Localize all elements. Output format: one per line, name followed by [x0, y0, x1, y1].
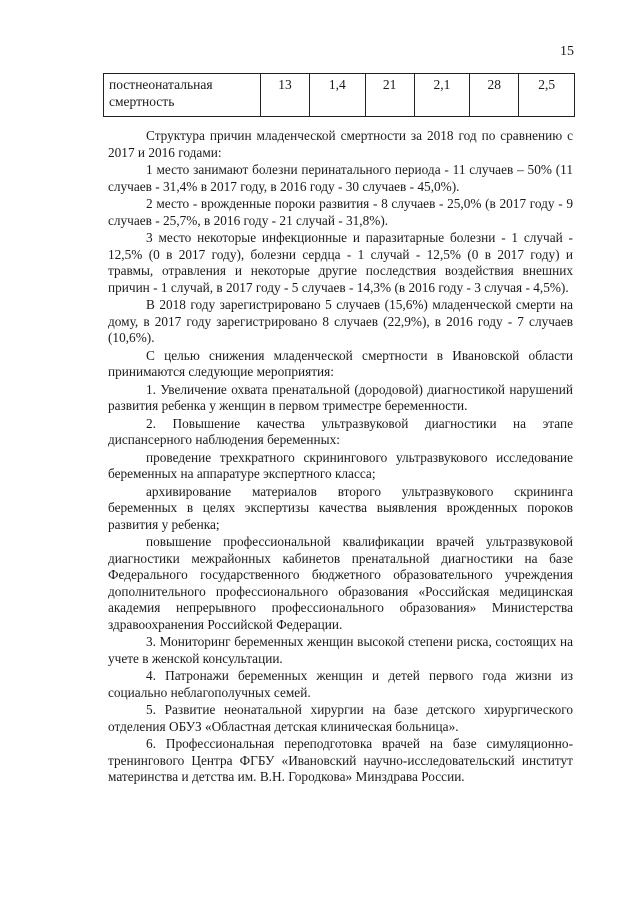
page-number: 15 — [560, 44, 574, 59]
paragraph-measure-2: 2. Повышение качества ультразвуковой диагностики на этапе диспансерного наблюдения беременных: — [108, 415, 573, 447]
table-cell: 28 — [470, 74, 519, 117]
paragraph-measure-6: 6. Профессиональная переподготовка врачей на базе симуляционно-тренингового Центра ФГБУ «Ивановский научно-исследовательский институт материнства и детства им. В.Н. Городкова» Минздрава России. — [108, 736, 573, 784]
paragraph-measure-4: 4. Патронажи беременных женщин и детей первого года жизни из социально неблагополучных семей. — [108, 668, 573, 700]
statistics-table-fragment — [103, 73, 575, 117]
table-cell: 2,5 — [519, 74, 575, 117]
paragraph-measure-2-item-3: повышение профессиональной квалификации врачей ультразвуковой диагностики межрайонных кабинетов пренатальной диагностики на базе Федерального государственного бюджетного образовательного учреждения дополнительного профессионального образования «Российская медицинская академия непрерывного профессионального образования» Министерства здравоохранения Российской Федерации. — [108, 534, 573, 632]
paragraph-measures-intro: С целью снижения младенческой смертности в Ивановской области принимаются следующие мероприятия: — [108, 347, 573, 379]
paragraph-place-1: 1 место занимают болезни перинатального периода - 11 случаев – 50% (11 случаев - 31,4% в 2017 году, в 2016 году - 30 случаев - 45,0%). — [108, 162, 573, 194]
paragraph-place-3: 3 место некоторые инфекционные и паразитарные болезни - 1 случай - 12,5% (0 в 2017 году), болезни сердца - 1 случай - 12,5% (0 в 2017 году) и травмы, отравления и некоторые другие последствия воздействия внешних причин - 1 случай, в 2017 году - 5 случаев - 14,3% (в 2016 году - 3 случая - 4,5%). — [108, 230, 573, 295]
paragraph-measure-2-item-1: проведение трехкратного скринингового ультразвукового исследование беременных на аппаратуре экспертного класса; — [108, 449, 573, 481]
table-cell: 2,1 — [414, 74, 470, 117]
paragraph-measure-2-item-2: архивирование материалов второго ультразвукового скрининга беременных в целях экспертизы качества выявления врожденных пороков развития у ребенка; — [108, 483, 573, 532]
table-cell: 1,4 — [309, 74, 365, 117]
paragraph-structure-intro: Структура причин младенческой смертности за 2018 год по сравнению с 2017 и 2016 годами: — [108, 128, 573, 160]
paragraph-measure-1: 1. Увеличение охвата пренатальной (дородовой) диагностикой нарушений развития ребенка у женщин в первом триместре беременности. — [108, 381, 573, 413]
table-cell: 21 — [365, 74, 414, 117]
table-row — [104, 74, 575, 117]
paragraph-measure-3: 3. Мониторинг беременных женщин высокой степени риска, состоящих на учете в женской консультации. — [108, 634, 573, 666]
table-cell: 13 — [261, 74, 310, 117]
paragraph-measure-5: 5. Развитие неонатальной хирургии на базе детского хирургического отделения ОБУЗ «Областная детская клиническая больница». — [108, 702, 573, 734]
paragraph-place-2: 2 место - врожденные пороки развития - 8 случаев - 25,0% (в 2017 году - 9 случаев - 25,7%, в 2016 году - 21 случай - 31,8%). — [108, 196, 573, 228]
document-body — [108, 128, 573, 787]
paragraph-home-deaths: В 2018 году зарегистрировано 5 случаев (15,6%) младенческой смерти на дому, в 2017 году зарегистрировано 8 случаев (22,9%), в 2016 году - 7 случаев (10,6%). — [108, 297, 573, 345]
row-label: постнеонатальная смертность — [104, 74, 261, 117]
